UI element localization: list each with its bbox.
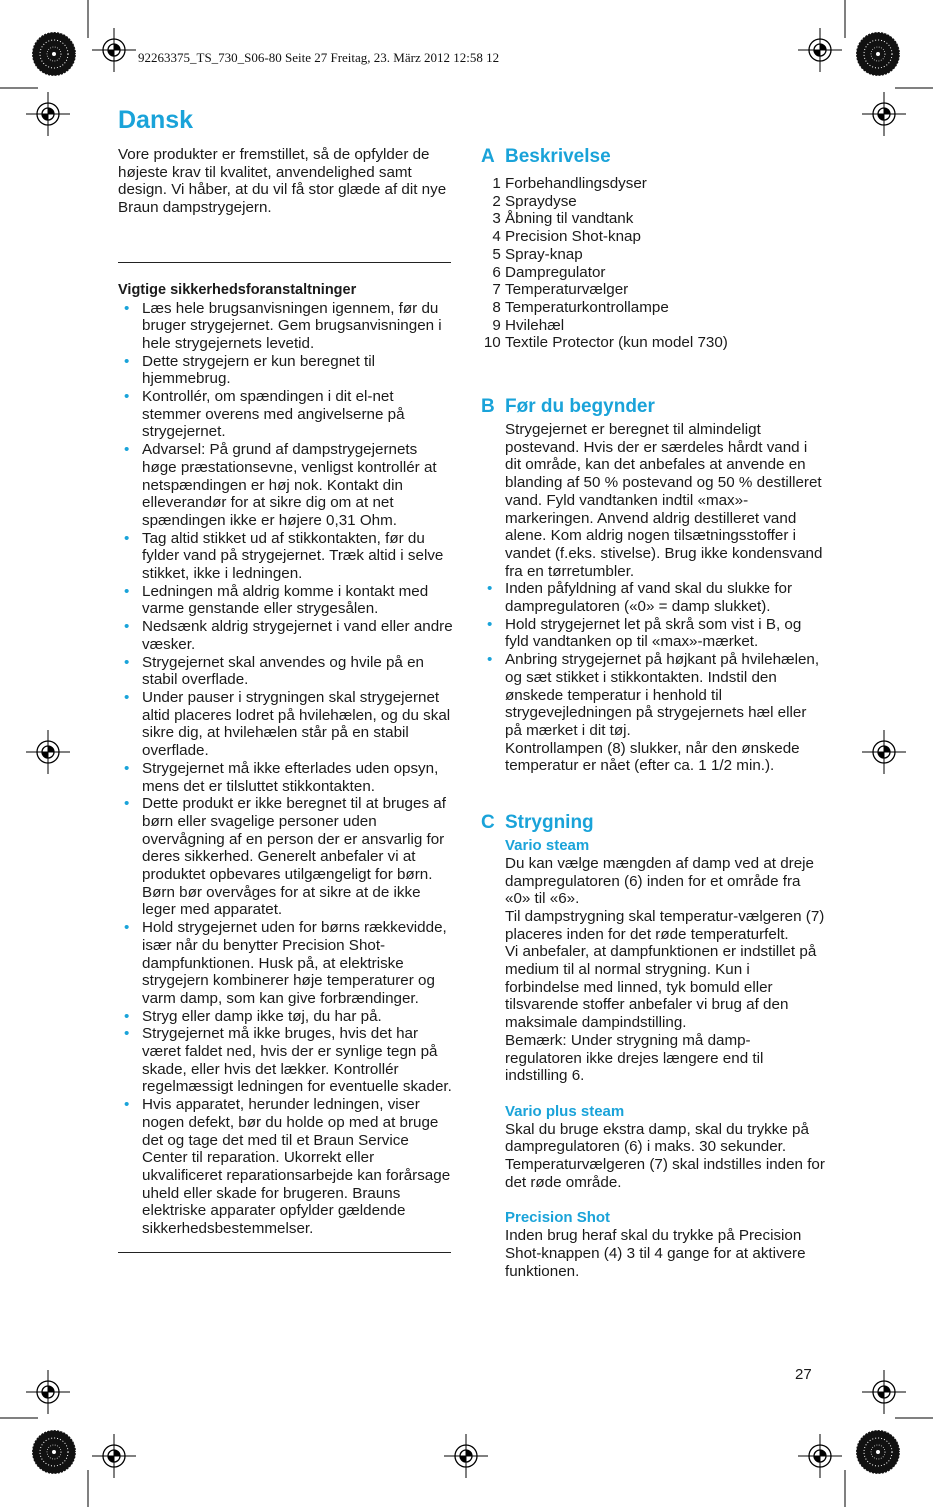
section-b-after: Kontrollampen (8) slukker, når den ønskede temperatur er nået (efter ca. 1 1/2 min.). (505, 739, 800, 775)
registration-mark-icon (862, 1370, 906, 1414)
item-number: 2 (492, 192, 501, 210)
item-text: Åbning til vandtank (505, 210, 634, 228)
paragraph: Temperaturvælgeren (7) skal indstilles inden for det røde område. (505, 1156, 825, 1191)
item-text: Hvilehæl (505, 316, 565, 334)
registration-mark-icon (798, 28, 842, 72)
list-item (481, 317, 826, 335)
vario-steam-block (481, 837, 826, 1280)
list-item (481, 193, 826, 211)
paragraph: Til dampstrygning skal temperatur-vælgeren (7) placeres inden for det røde temperaturfelt. (505, 907, 825, 943)
parts-list (481, 175, 826, 352)
page-title: Dansk (118, 106, 194, 134)
item-text: Spray-knap (505, 245, 583, 263)
registration-mark-icon (26, 730, 70, 774)
section-letter: A (481, 146, 495, 167)
list-item (481, 228, 826, 246)
registration-mark-icon (862, 92, 906, 136)
registration-mark-icon (26, 1370, 70, 1414)
list-item: • Hold strygejernet uden for børns rækkevidde, især når du benytter Precision Shot-dampfunktionen. Husk på, at elektriske strygejern kombinerer høje temperaturer og varm damp, som kan give forbrændinger. (118, 919, 453, 1008)
list-item (481, 281, 826, 299)
item-number: 4 (492, 228, 501, 246)
list-item (481, 210, 826, 228)
registration-mark-icon (862, 730, 906, 774)
page-number: 27 (795, 1366, 812, 1383)
paragraph: Du kan vælge mængden af damp ved at dreje dampregulatoren (6) inden for et område fra «0» til «6». (505, 854, 814, 908)
item-number: 1 (492, 175, 501, 192)
item-text: Dampregulator (505, 263, 606, 281)
list-item (481, 334, 826, 352)
intro-text: Vore produkter er fremstillet, så de opfylder de højeste krav til kvalitet, anvendelighed samt design. Vi håber, at du vil få stor glæde af dit nye Braun dampstrygejern. (118, 146, 447, 217)
section-letter: C (481, 812, 495, 834)
section-b-list (481, 580, 826, 739)
paragraph: Vi anbefaler, at dampfunktionen er indstillet på medium til al normal strygning. Kun i forbindelse med linned, tyk bomuld eller tilsvarende stoffer anbefaler vi brug af den maksimale dampindstilling. (505, 943, 817, 1032)
right-column (481, 146, 826, 1280)
item-number: 9 (492, 316, 501, 334)
item-number: 8 (492, 298, 501, 316)
list-item: • Dette strygejern er kun beregnet til hjemmebrug. (118, 353, 453, 388)
subheading: Precision Shot (505, 1209, 611, 1227)
subheading: Vario plus steam (505, 1102, 625, 1120)
section-title: Strygning (505, 812, 594, 834)
list-item: • Hvis apparatet, herunder ledningen, viser nogen defekt, bør du holde op med at bruge det og tage det med til et Braun Service Center til reparation. Ukorrekt eller ukvalificeret reparationsarbejde kan forårsage uheld eller skade for brugeren. Brauns elektriske apparater opfylder gældende sikkerhedsbestemmelser. (118, 1096, 453, 1238)
item-text: Spraydyse (505, 192, 577, 210)
section-c-heading (481, 812, 826, 834)
list-item (481, 175, 826, 193)
star-target-bottom-left-icon (32, 1430, 76, 1474)
registration-mark-icon (26, 92, 70, 136)
section-letter: B (481, 396, 495, 418)
registration-mark-icon (92, 28, 136, 72)
list-item: • Under pauser i strygningen skal strygejernet altid placeres lodret på hvilehælen, og du skal sikre dig, at hvilehælen står på en stabil overflade. (118, 689, 453, 760)
list-item: • Strygejernet må ikke efterlades uden opsyn, mens det er tilsluttet stikkontakten. (118, 760, 453, 795)
section-b-heading (481, 396, 826, 418)
item-text: Forbehandlingsdyser (505, 175, 647, 192)
item-text: Temperaturvælger (505, 281, 629, 299)
star-target-top-left-icon (32, 32, 76, 76)
registration-mark-icon (444, 1434, 488, 1478)
list-item (481, 264, 826, 282)
item-text: Textile Protector (kun model 730) (505, 334, 728, 352)
registration-mark-icon (798, 1434, 842, 1478)
item-text: Precision Shot-knap (505, 228, 641, 246)
section-title: Før du begynder (505, 396, 655, 418)
list-item: • Strygejernet skal anvendes og hvile på en stabil overflade. (118, 654, 453, 689)
divider (118, 262, 451, 263)
list-item: • Ledningen må aldrig komme i kontakt med varme genstande eller strygesålen. (118, 583, 453, 618)
list-item: • Anbring strygejernet på højkant på hvilehælen, og sæt stikket i stikkontakten. Indstil den ønskede temperatur i henhold til strygevejledningen på strygejernets hæl eller på mærket i dit tøj. (481, 651, 826, 740)
item-number: 3 (492, 210, 501, 228)
list-item: • Inden påfyldning af vand skal du slukke for dampregulatoren («0» = damp slukket). (481, 580, 826, 615)
item-text: Temperaturkontrollampe (505, 298, 669, 316)
divider (118, 1252, 451, 1253)
subheading: Vario steam (505, 837, 590, 855)
registration-mark-icon (92, 1434, 136, 1478)
paragraph: Bemærk: Under strygning må damp-regulatoren ikke drejes længere end til indstilling 6. (505, 1031, 764, 1085)
list-item: • Læs hele brugsanvisningen igennem, før du bruger strygejernet. Gem brugsanvisningen i hele strygejernets levetid. (118, 300, 453, 353)
list-item: • Advarsel: På grund af dampstrygejernets høge præstationsevne, venligst kontrollér at netspændingen er høj nok. Kontakt din elleverandør for at sikre dig om at net spændingen ikke er højere 0,31 Ohm. (118, 441, 453, 530)
item-number: 5 (492, 245, 501, 263)
list-item (481, 246, 826, 264)
list-item: • Nedsænk aldrig strygejernet i vand eller andre væsker. (118, 618, 453, 653)
list-item: • Tag altid stikket ud af stikkontakten, før du fylder vand på strygejernet. Træk altid i selve stikket, ikke i ledningen. (118, 530, 453, 583)
section-b-intro: Strygejernet er beregnet til almindeligt postevand. Hvis der er særdeles hårdt vand i dit område, kan det anbefales at anvende en blanding af 50 % postevand og 50 % destilleret vand. Fyld vandtanken indtil «max»-markeringen. Anvend aldrig destilleret vand alene. Kom aldrig nogen tilsætningsstoffer i vandet (f.eks. stivelse). Brug ikke kondensvand fra en tørretumbler. (505, 421, 823, 580)
list-item: • Stryg eller damp ikke tøj, du har på. (118, 1008, 453, 1026)
paragraph: Skal du bruge ekstra damp, skal du trykke på dampregulatoren (6) i maks. 30 sekunder. (505, 1120, 809, 1156)
list-item: • Strygejernet må ikke bruges, hvis det har været faldet ned, hvis der er synlige tegn på skade, eller hvis det lækker. Kontrollér regelmæssigt ledningen for eventuelle skader. (118, 1025, 453, 1096)
star-target-bottom-right-icon (856, 1430, 900, 1474)
safety-list (118, 300, 453, 1238)
list-item: • Kontrollér, om spændingen i dit el-net stemmer overens med angivelserne på strygejernet. (118, 388, 453, 441)
safety-heading: Vigtige sikkerhedsforanstaltninger (118, 281, 357, 298)
list-item (481, 299, 826, 317)
item-number: 7 (492, 281, 501, 299)
section-title: Beskrivelse (505, 146, 611, 167)
item-number: 10 (483, 334, 501, 352)
list-item: • Dette produkt er ikke beregnet til at bruges af børn eller svagelige personer uden overvågning af en person der er ansvarlig for deres sikkerhed. Generelt anbefaler vi at produktet opbevares utilgængeligt for børn. Børn bør overvåges for at sikre at de ikke leger med apparatet. (118, 795, 453, 919)
section-a-heading (481, 146, 826, 168)
item-number: 6 (492, 263, 501, 281)
star-target-top-right-icon (856, 32, 900, 76)
left-column (118, 146, 453, 1253)
paragraph: Inden brug heraf skal du trykke på Precision Shot-knappen (4) 3 til 4 gange for at aktivere funktionen. (505, 1227, 806, 1280)
list-item: • Hold strygejernet let på skrå som vist i B, og fyld vandtanken op til «max»-mærket. (481, 616, 826, 651)
print-header: 92263375_TS_730_S06-80 Seite 27 Freitag, 23. März 2012 12:58 12 (138, 50, 500, 65)
